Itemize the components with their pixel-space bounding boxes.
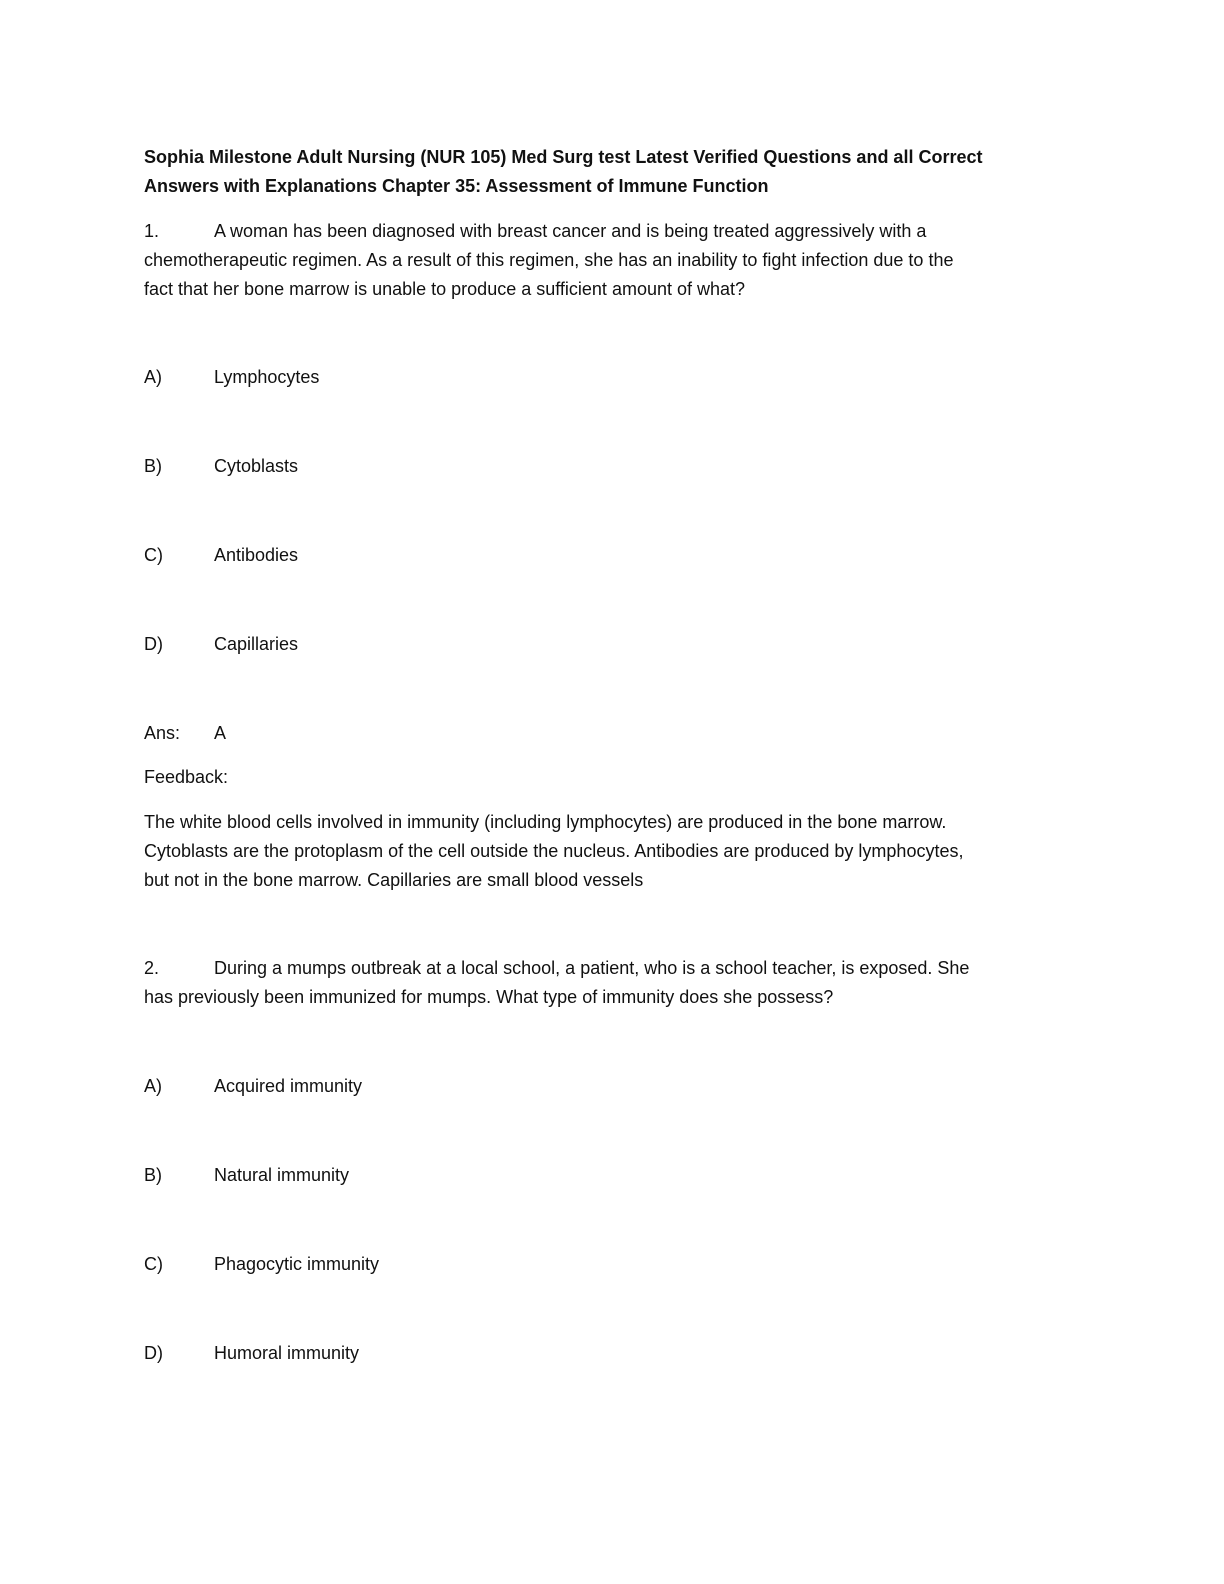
option-text: Cytoblasts (214, 456, 299, 476)
question-2-number: 2. (144, 958, 160, 978)
question-1-text-line: chemotherapeutic regimen. As a result of this regimen, she has an inability to fight infection due to the (144, 250, 954, 270)
option-letter: D) (144, 1343, 163, 1363)
option-letter: C) (144, 1254, 163, 1274)
question-2-text-line: has previously been immunized for mumps. What type of immunity does she possess? (144, 987, 834, 1007)
document-title-line-1: Sophia Milestone Adult Nursing (NUR 105) Med Surg test Latest Verified Questions and all Correct (144, 147, 983, 167)
option-text: Antibodies (214, 545, 299, 565)
option-letter: C) (144, 545, 163, 565)
option-text: Phagocytic immunity (214, 1254, 380, 1274)
option-letter: A) (144, 1076, 162, 1096)
option-letter: D) (144, 634, 163, 654)
answer-value: A (214, 723, 227, 743)
option-letter: B) (144, 1165, 162, 1185)
feedback-text-line: The white blood cells involved in immunity (including lymphocytes) are produced in the bone marrow. (144, 812, 947, 832)
question-1-number: 1. (144, 221, 160, 241)
option-text: Acquired immunity (214, 1076, 363, 1096)
option-text: Natural immunity (214, 1165, 350, 1185)
option-letter: A) (144, 367, 162, 387)
feedback-text-line: but not in the bone marrow. Capillaries are small blood vessels (144, 870, 644, 890)
option-text: Humoral immunity (214, 1343, 360, 1363)
feedback-text-line: Cytoblasts are the protoplasm of the cell outside the nucleus. Antibodies are produced by lymphocytes, (144, 841, 964, 861)
question-1-text-line: fact that her bone marrow is unable to produce a sufficient amount of what? (144, 279, 746, 299)
document-title-line-2: Answers with Explanations Chapter 35: Assessment of Immune Function (144, 176, 769, 196)
option-letter: B) (144, 456, 162, 476)
question-2-text-line: During a mumps outbreak at a local school, a patient, who is a school teacher, is exposed. She (214, 958, 970, 978)
feedback-label: Feedback: (144, 767, 229, 787)
question-1-text-line: A woman has been diagnosed with breast cancer and is being treated aggressively with a (214, 221, 927, 241)
option-text: Capillaries (214, 634, 299, 654)
option-text: Lymphocytes (214, 367, 320, 387)
answer-label: Ans: (144, 723, 181, 743)
